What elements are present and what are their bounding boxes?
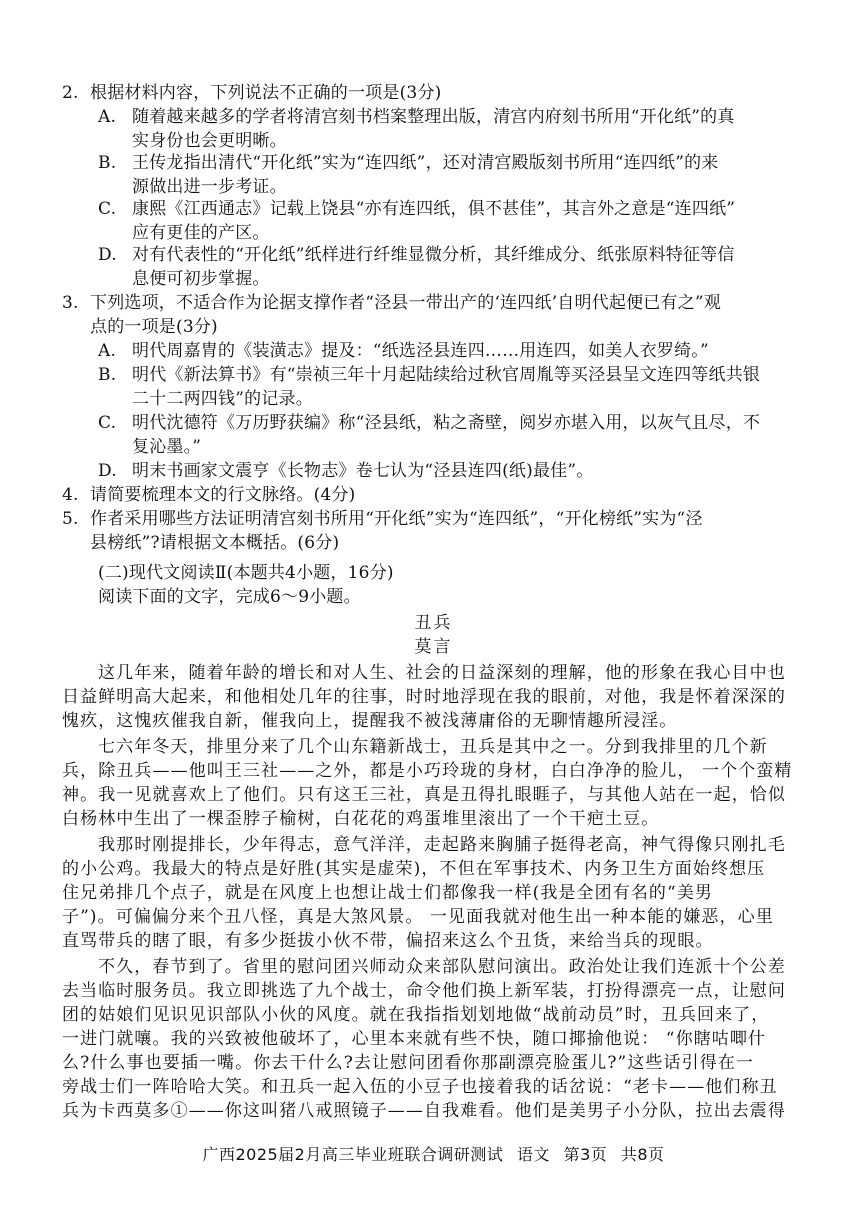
question-stem: 作者采用哪些方法证明清宫刻书所用“开化纸”实为“连四纸”，“开化榜纸”实为“泾 <box>90 509 703 529</box>
question-stem: 根据材料内容，下列说法不正确的一项是(3分) <box>90 83 442 103</box>
article-line: 白杨林中生出了一棵歪脖子榆树，白花花的鸡蛋堆里滚出了一个干疤土豆。 <box>62 809 660 829</box>
option-text: 王传龙指出清代“开化纸”实为“连四纸”，还对清宫殿版刻书所用“连四纸”的来 <box>132 153 719 173</box>
option-text: 明代周嘉胄的《装潢志》提及：“纸选泾县连四……用连四，如美人衣罗绮。” <box>132 341 709 361</box>
question-stem: 县榜纸”?请根据文本概括。(6分) <box>90 533 340 553</box>
question-5-number: 5. <box>62 509 79 529</box>
question-stem: 请简要梳理本文的行文脉络。(4分) <box>90 485 356 505</box>
article-line: 不久，春节到了。省里的慰问团兴师动众来部队慰问演出。政治处让我们连派十个公差 <box>98 957 786 977</box>
option-text: 实身份也会更明晰。 <box>132 131 287 151</box>
article-author: 莫言 <box>414 637 453 657</box>
option-text: 源做出进一步考证。 <box>132 177 287 197</box>
option-text: 康熙《江西通志》记载上饶县“亦有连四纸，俱不甚佳”，其言外之意是“连四纸” <box>132 199 736 219</box>
footer-page-number: 第3页 <box>563 1145 608 1164</box>
page-footer <box>0 1142 867 1165</box>
option-b-letter: B. <box>98 365 117 385</box>
option-d-letter: D. <box>98 461 117 481</box>
question-stem: 下列选项，不适合作为论据支撑作者“泾县一带出产的‘连四纸’自明代起便已有之”观 <box>90 293 721 313</box>
article-line: 住兄弟排几个点子，就是在风度上也想让战士们都像我一样(我是全团有名的“美男 <box>62 883 714 903</box>
article-line: 兵，除丑兵——他叫王三社——之外，都是小巧玲珑的身材，白白净净的脸儿， 一个个蛮精 <box>62 761 793 781</box>
article-line: 的小公鸡。我最大的特点是好胜(其实是虚荣)，不但在军事技术、内务卫生方面始终想压 <box>62 859 766 879</box>
option-text: 复沁墨。” <box>132 437 202 457</box>
option-text: 明代《新法算书》有“崇祯三年十月起陆续给过秋官周胤等买泾县呈文连四等纸共银 <box>132 365 761 385</box>
article-line: 日益鲜明高大起来，和他相处几年的往事，时时地浮现在我的眼前，对他，我是怀着深深的 <box>62 687 786 707</box>
footer-total-pages: 共8页 <box>620 1145 665 1164</box>
option-a-letter: A. <box>98 107 117 127</box>
article-line: 七六年冬天，排里分来了几个山东籍新战士，丑兵是其中之一。分到我排里的几个新 <box>98 737 768 757</box>
option-text: 对有代表性的“开化纸”纸样进行纤维显微分析，其纤维成分、纸张原料特征等信 <box>132 245 735 265</box>
question-2 <box>62 82 442 104</box>
option-text: 二十二两四钱”的记录。 <box>132 389 313 409</box>
article-line: 团的姑娘们见识见识部队小伙的风度。就在我指指划划地做“战前动员”时，丑兵回来了， <box>62 1005 770 1025</box>
article-line: 一进门就嚷。我的兴致被他破坏了，心里本来就有些不快，随口揶揄他说： “你瞎咕唧什 <box>62 1029 767 1049</box>
option-text: 明代沈德符《万历野获编》称“泾县纸，粘之斋壁，阅岁亦堪入用，以灰气且尽，不 <box>132 413 761 433</box>
option-b-letter: B. <box>98 153 117 173</box>
option-text: 明末书画家文震亨《长物志》卷七认为“泾县连四(纸)最佳”。 <box>132 461 594 481</box>
option-text: 息便可初步掌握。 <box>132 269 270 289</box>
article-line: 直骂带兵的瞎了眼，有多少挺拔小伙不带，偏招来这么个丑货，来给当兵的现眼。 <box>62 931 714 951</box>
option-text: 应有更佳的产区。 <box>132 223 270 243</box>
article-line: 愧疚，这愧疚催我自新，催我向上，提醒我不被浅薄庸俗的无聊情趣所浸淫。 <box>62 711 678 731</box>
section-instruction: 阅读下面的文字，完成6～9小题。 <box>98 587 361 607</box>
section-heading: (二)现代文阅读Ⅱ(本题共4小题，16分) <box>98 563 394 583</box>
article-title: 丑兵 <box>414 613 453 633</box>
article-line: 神。我一见就喜欢上了他们。只有这王三社，真是丑得扎眼睚子，与其他人站在一起，恰似 <box>62 785 786 805</box>
question-4-number: 4. <box>62 485 79 505</box>
footer-subject: 语文 <box>516 1145 550 1164</box>
article-line: 么?什么事也要插一嘴。你去干什么?去让慰问团看你那副漂亮脸蛋儿?”这些话引得在一 <box>62 1053 755 1073</box>
article-line: 旁战士们一阵哈哈大笑。和丑兵一起入伍的小豆子也接着我的话岔说：“老卡——他们称丑 <box>62 1077 778 1097</box>
question-stem: 点的一项是(3分) <box>90 317 218 337</box>
question-3-number: 3. <box>62 293 79 313</box>
article-line: 去当临时服务员。我立即挑选了九个战士，命令他们换上新军装，打扮得漂亮一点，让慰问 <box>62 981 786 1001</box>
option-c-letter: C. <box>98 413 117 433</box>
article-line: 我那时刚提排长，少年得志，意气洋洋，走起路来胸脯子挺得老高，神气得像只刚扎毛 <box>98 835 786 855</box>
option-d-letter: D. <box>98 245 117 265</box>
option-text: 随着越来越多的学者将清宫刻书档案整理出版，清宫内府刻书所用“开化纸”的真 <box>132 107 735 127</box>
question-number: 2. <box>62 83 79 103</box>
article-line: 子”)。可偏偏分来个丑八怪，真是大煞风景。 一见面我就对他生出一种本能的嫌恶，心里 <box>62 907 774 927</box>
footer-exam-title: 广西2025届2月高三毕业班联合调研测试 <box>202 1145 504 1164</box>
option-a-letter: A. <box>98 341 117 361</box>
article-line: 这几年来，随着年龄的增长和对人生、社会的日益深刻的理解，他的形象在我心目中也 <box>98 663 786 683</box>
option-c-letter: C. <box>98 199 117 219</box>
article-line: 兵为卡西莫多①——你这叫猪八戒照镜子——自我难看。他们是美男子小分队，拉出去震得 <box>62 1101 786 1121</box>
